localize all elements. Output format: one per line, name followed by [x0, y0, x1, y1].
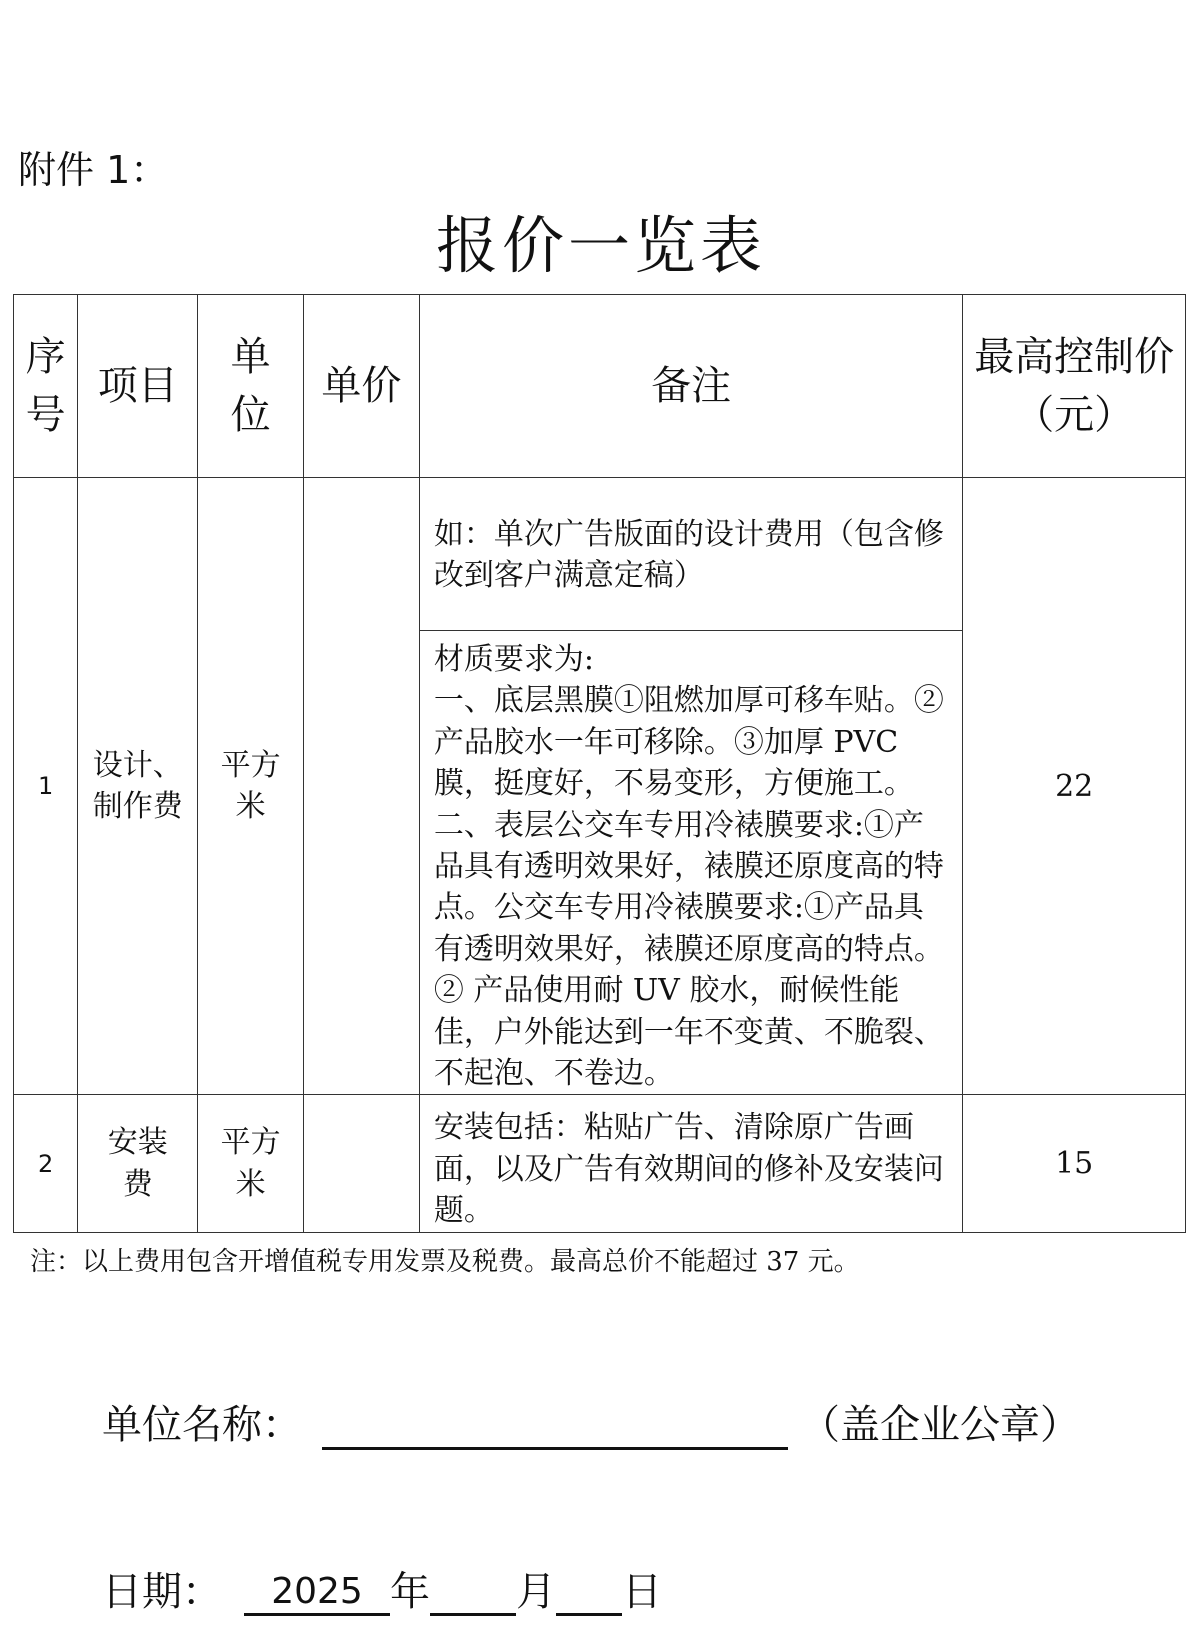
- date-row: [102, 1560, 662, 1616]
- row-2-remark-install: 安装包括：粘贴广告、清除原广告画面，以及广告有效期间的修补及安装问题。: [419, 1095, 963, 1233]
- row-1-unit-price: [303, 478, 419, 1095]
- row-2-seq: 2: [14, 1095, 78, 1233]
- row-1-unit: 平方米: [198, 478, 304, 1095]
- table-row: [14, 478, 1186, 631]
- row-1-remark-design: 如：单次广告版面的设计费用（包含修改到客户满意定稿）: [419, 478, 963, 631]
- month-field[interactable]: [430, 1565, 516, 1616]
- row-2-unit-price: [303, 1095, 419, 1233]
- month-suffix: 月: [516, 1569, 556, 1615]
- day-suffix: 日: [622, 1569, 662, 1615]
- row-1-item: 设计、制作费: [78, 478, 198, 1095]
- document-title: 报价一览表: [435, 209, 766, 282]
- company-name-row: [102, 1394, 1080, 1450]
- date-label: 日期：: [102, 1569, 222, 1615]
- company-name-label: 单位名称：: [102, 1402, 302, 1448]
- row-1-remark-material: 材质要求为: 一、底层黑膜①阻燃加厚可移车贴。②产品胶水一年可移除。③加厚 PVC 膜，挺度好，不易变形，方便施工。二、表层公交车专用冷裱膜要求:①产品具有透明效果好，裱膜还原度高的特点。公交车专用冷裱膜要求:①产品具有透明效果好，裱膜还原度高的特点。② 产品使用耐 UV 胶水，耐候性能佳，户外能达到一年不变黄、不脆裂、不起泡、不卷边。: [419, 631, 963, 1095]
- company-name-field[interactable]: [322, 1397, 788, 1450]
- year-field[interactable]: 2025: [244, 1570, 390, 1616]
- row-1-seq: 1: [14, 478, 78, 1095]
- row-2-max-price: 15: [963, 1095, 1186, 1233]
- year-suffix: 年: [390, 1569, 430, 1615]
- table-row: [14, 1095, 1186, 1233]
- header-item: 项目: [78, 295, 198, 478]
- header-remark: 备注: [419, 295, 963, 478]
- row-2-unit: 平方米: [198, 1095, 304, 1233]
- footnote: 注：以上费用包含开增值税专用发票及税费。最高总价不能超过 37 元。: [30, 1247, 860, 1277]
- header-max-price: 最高控制价（元）: [963, 295, 1186, 478]
- row-2-item: 安装费: [78, 1095, 198, 1233]
- seal-hint: （盖企业公章）: [800, 1402, 1080, 1448]
- table-header-row: [14, 295, 1186, 478]
- attachment-label: 附件 1：: [18, 148, 169, 192]
- quote-table: [13, 294, 1186, 1233]
- day-field[interactable]: [556, 1565, 622, 1616]
- row-1-max-price: 22: [963, 478, 1186, 1095]
- header-seq: 序号: [14, 295, 78, 478]
- header-unit-price: 单价: [303, 295, 419, 478]
- header-unit: 单位: [198, 295, 304, 478]
